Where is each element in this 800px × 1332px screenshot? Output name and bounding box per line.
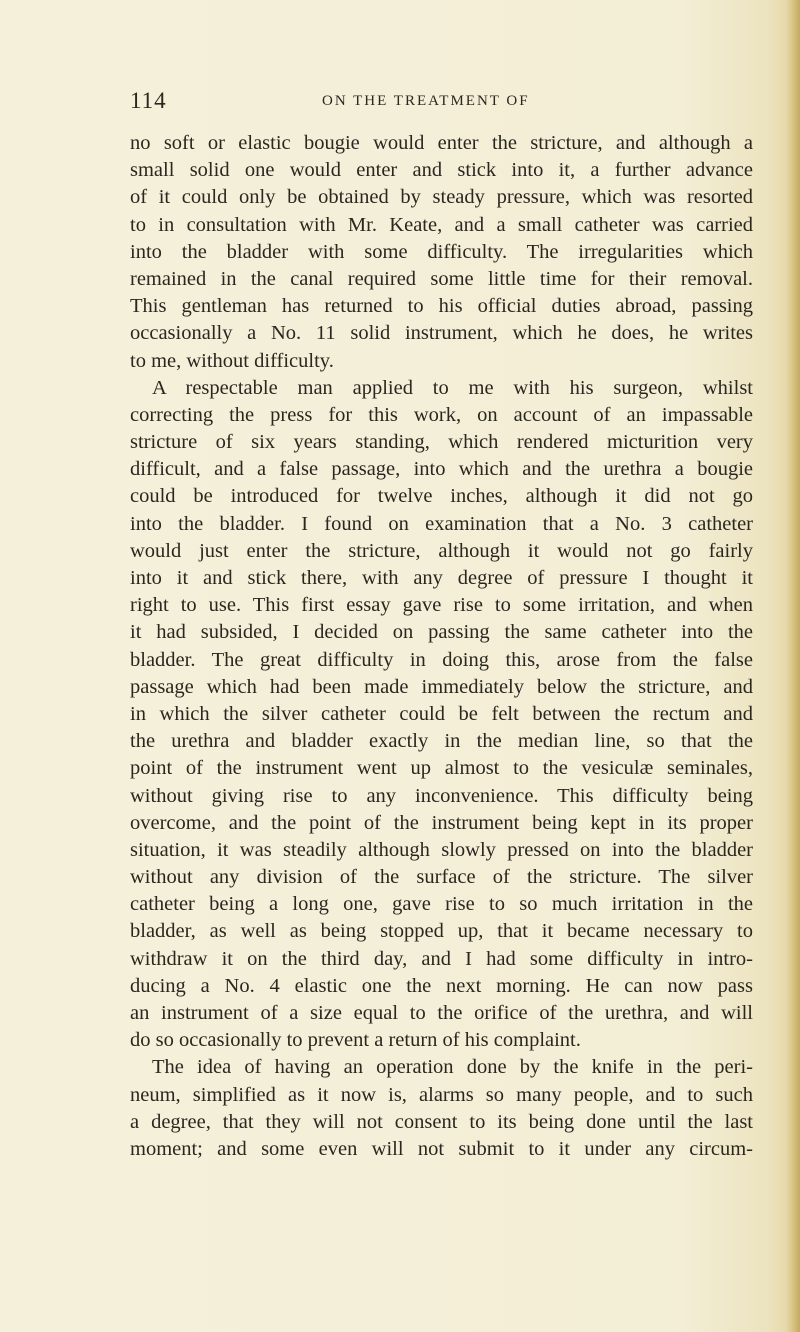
- page-header: [130, 88, 750, 118]
- text-line: neum, simplified as it now is, alarms so many people, and to such: [130, 1083, 753, 1106]
- text-line: the urethra and bladder exactly in the median line, so that the: [130, 730, 753, 753]
- text-line: do so occasionally to prevent a return of his complaint.: [130, 1029, 581, 1052]
- text-line: no soft or elastic bougie would enter the stricture, and although a: [130, 132, 753, 154]
- text-line: ducing a No. 4 elastic one the next morning. He can now pass: [130, 974, 753, 997]
- text-line: to me, without difficulty.: [130, 349, 334, 372]
- text-line: catheter being a long one, gave rise to so much irritation in the: [130, 893, 753, 916]
- page-number: 114: [130, 88, 167, 113]
- text-line: difficult, and a false passage, into which and the urethra a bougie: [130, 458, 753, 481]
- text-line: moment; and some even will not submit to it under any circum-: [130, 1137, 753, 1160]
- text-line: bladder, as well as being stopped up, that it became necessary to: [130, 920, 753, 943]
- text-line: This gentleman has returned to his official duties abroad, passing: [130, 295, 753, 318]
- text-line: of it could only be obtained by steady pressure, which was resorted: [130, 186, 753, 209]
- text-line: would just enter the stricture, although it would not go fairly: [130, 539, 753, 562]
- text-line: right to use. This first essay gave rise to some irritation, and when: [130, 594, 753, 617]
- text-line: correcting the press for this work, on account of an impassable: [130, 403, 753, 426]
- text-line: remained in the canal required some little time for their removal.: [130, 267, 753, 290]
- text-line: it had subsided, I decided on passing the same catheter into the: [130, 621, 753, 644]
- text-line: without any division of the surface of the stricture. The silver: [130, 866, 753, 889]
- text-line: The idea of having an operation done by the knife in the peri-: [152, 1056, 753, 1079]
- text-line: situation, it was steadily although slowly pressed on into the bladder: [130, 838, 753, 861]
- text-line: stricture of six years standing, which rendered micturition very: [130, 431, 753, 454]
- text-line: to in consultation with Mr. Keate, and a small catheter was carried: [130, 213, 753, 236]
- text-line: passage which had been made immediately below the stricture, and: [130, 675, 753, 698]
- text-line: A respectable man applied to me with his surgeon, whilst: [152, 376, 753, 399]
- text-line: small solid one would enter and stick into it, a further advance: [130, 159, 753, 182]
- text-line: occasionally a No. 11 solid instrument, which he does, he writes: [130, 322, 753, 345]
- text-line: without giving rise to any inconvenience. This difficulty being: [130, 784, 753, 807]
- text-line: into it and stick there, with any degree of pressure I thought it: [130, 567, 753, 589]
- text-line: overcome, and the point of the instrument being kept in its proper: [130, 811, 753, 834]
- text-line: into the bladder. I found on examination that a No. 3 catheter: [130, 512, 753, 535]
- text-line: an instrument of a size equal to the orifice of the urethra, and will: [130, 1002, 753, 1024]
- text-line: withdraw it on the third day, and I had some difficulty in intro-: [130, 947, 753, 970]
- text-line: bladder. The great difficulty in doing this, arose from the false: [130, 648, 753, 671]
- text-line: in which the silver catheter could be felt between the rectum and: [130, 702, 753, 725]
- text-line: into the bladder with some difficulty. The irregularities which: [130, 240, 753, 263]
- page-edge-shadow: [786, 0, 800, 1332]
- body-text: [130, 130, 753, 1163]
- text-line: could be introduced for twelve inches, although it did not go: [130, 485, 753, 508]
- text-line: a degree, that they will not consent to its being done until the last: [130, 1110, 753, 1133]
- text-line: point of the instrument went up almost to the vesiculæ seminales,: [130, 757, 753, 780]
- running-head: ON THE TREATMENT OF: [322, 93, 530, 109]
